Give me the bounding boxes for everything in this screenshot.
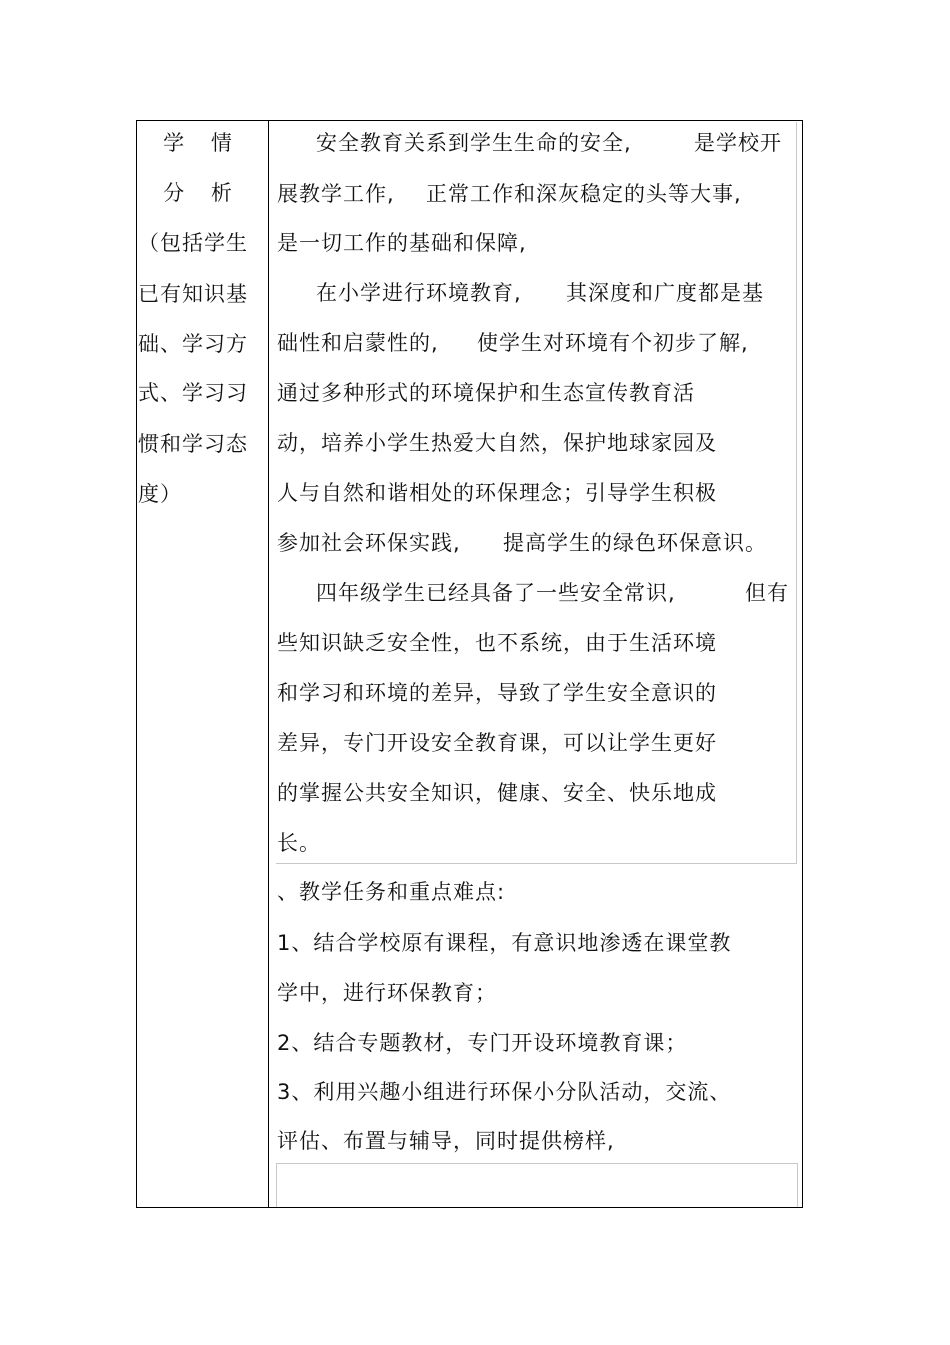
analysis-line: 安全教育关系到学生生命的安全, [316, 131, 632, 155]
label-line: 础、学习方 [138, 332, 248, 356]
analysis-line: 础性和启蒙性的, [277, 331, 439, 355]
label-line: 分 析 [163, 181, 242, 205]
analysis-line: 人与自然和谐相处的环保理念；引导学生积极 [277, 481, 717, 505]
analysis-line: 使学生对环境有个初步了解, [477, 331, 749, 355]
column-divider [268, 120, 269, 1208]
empty-text-box [276, 1163, 798, 1207]
analysis-line: 展教学工作, [277, 182, 395, 206]
analysis-line: 正常工作和深灰稳定的头等大事, [426, 182, 742, 206]
analysis-line: 在小学进行环境教育, [316, 281, 522, 305]
analysis-line: 的掌握公共安全知识，健康、安全、快乐地成 [277, 781, 717, 805]
task-line: 1、结合学校原有课程，有意识地渗透在课堂教 [277, 931, 732, 955]
task-line: 学中，进行环保教育； [277, 981, 497, 1005]
analysis-line: 动，培养小学生热爱大自然，保护地球家园及 [277, 431, 717, 455]
analysis-line: 是一切工作的基础和保障, [277, 231, 527, 255]
analysis-line: 但有 [745, 581, 789, 605]
task-line: 评估、布置与辅导，同时提供榜样, [277, 1129, 615, 1153]
analysis-line: 提高学生的绿色环保意识。 [503, 531, 767, 555]
label-line: （包括学生 [138, 231, 248, 255]
analysis-line: 是学校开 [694, 131, 782, 155]
task-line: 3、利用兴趣小组进行环保小分队活动，交流、 [277, 1080, 732, 1104]
analysis-line: 通过多种形式的环境保护和生态宣传教育活 [277, 381, 695, 405]
analysis-line: 参加社会环保实践, [277, 531, 461, 555]
tasks-heading: 、教学任务和重点难点: [277, 880, 506, 904]
label-line: 度） [138, 482, 182, 506]
analysis-line: 差异，专门开设安全教育课，可以让学生更好 [277, 731, 717, 755]
analysis-line: 长。 [277, 831, 321, 855]
analysis-line: 些知识缺乏安全性，也不系统，由于生活环境 [277, 631, 717, 655]
analysis-line: 其深度和广度都是基 [566, 281, 764, 305]
analysis-line: 四年级学生已经具备了一些安全常识, [316, 581, 676, 605]
analysis-line: 和学习和环境的差异，导致了学生安全意识的 [277, 681, 717, 705]
label-line: 式、学习习 [138, 381, 248, 405]
task-line: 2、结合专题教材，专门开设环境教育课； [277, 1031, 688, 1055]
label-line: 惯和学习态 [138, 432, 248, 456]
label-line: 已有知识基 [138, 282, 248, 306]
label-line: 学 情 [163, 131, 242, 155]
